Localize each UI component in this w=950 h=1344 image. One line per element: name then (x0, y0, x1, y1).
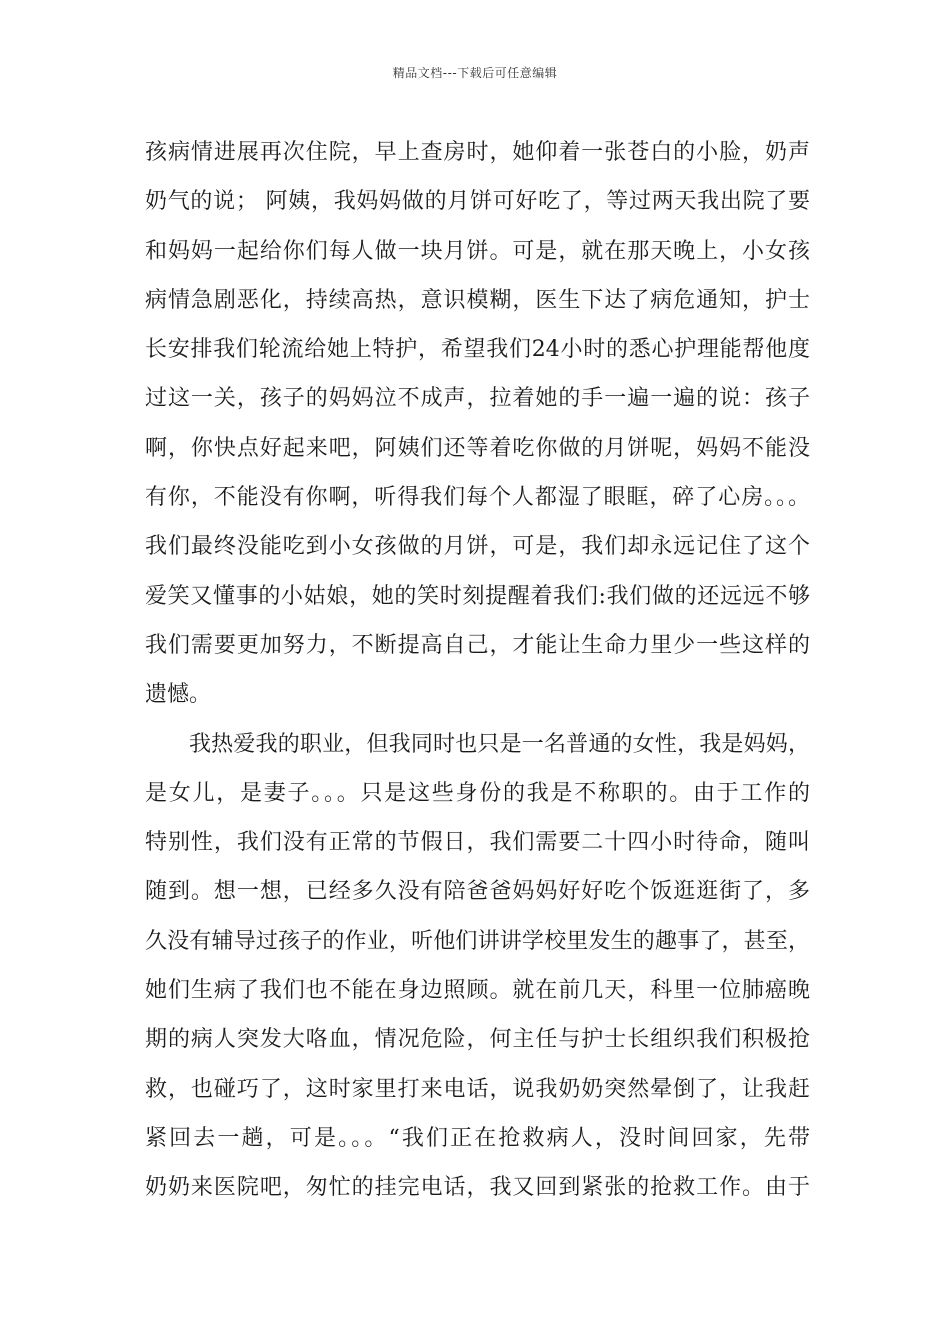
text-line: 我热爱我的职业，但我同时也只是一名普通的女性，我是妈妈， (189, 731, 810, 757)
text-line: 过这一关，孩子的妈妈泣不成声，拉着她的手一遍一遍的说：孩子 (145, 386, 810, 412)
text-line: 紧回去一趟，可是。。。“我们正在抢救病人，没时间回家，先带 (145, 1125, 810, 1151)
text-line: 久没有辅导过孩子的作业，听他们讲讲学校里发生的趣事了，甚至， (145, 928, 810, 954)
text-line: 我们最终没能吃到小女孩做的月饼，可是，我们却永远记住了这个 (145, 534, 810, 560)
text-line: 孩病情进展再次住院，早上查房时，她仰着一张苍白的小脸，奶声 (145, 140, 810, 165)
text-line: 遗憾。 (145, 682, 212, 708)
text-line: 随到。想一想，已经多久没有陪爸爸妈妈好好吃个饭逛逛街了，多 (145, 879, 810, 905)
text-line: 病情急剧恶化，持续高热，意识模糊，医生下达了病危通知，护士 (145, 287, 810, 313)
page-header: 精品文档---下载后可任意编辑 (392, 66, 558, 80)
text-line: 长安排我们轮流给她上特护，希望我们24小时的悉心护理能帮他度 (145, 337, 810, 363)
document-body (145, 128, 810, 1213)
text-line: 爱笑又懂事的小姑娘，她的笑时刻提醒着我们:我们做的还远远不够 (145, 583, 810, 609)
text-line: 奶奶来医院吧，匆忙的挂完电话，我又回到紧张的抢救工作。由于 (145, 1175, 810, 1201)
paragraph (145, 128, 810, 720)
text-line: 她们生病了我们也不能在身边照顾。就在前几天，科里一位肺癌晚 (145, 978, 810, 1004)
text-line: 和妈妈一起给你们每人做一块月饼。可是，就在那天晚上，小女孩 (145, 238, 810, 264)
text-line: 特别性，我们没有正常的节假日，我们需要二十四小时待命，随叫 (145, 830, 810, 856)
text-line: 是女儿，是妻子。。。只是这些身份的我是不称职的。由于工作的 (145, 780, 810, 806)
text-line: 有你，不能没有你啊，听得我们每个人都湿了眼眶，碎了心房。。。 (145, 485, 810, 511)
text-line: 啊，你快点好起来吧，阿姨们还等着吃你做的月饼呢，妈妈不能没 (145, 435, 810, 461)
text-line: 救，也碰巧了，这时家里打来电话，说我奶奶突然晕倒了，让我赶 (145, 1076, 810, 1102)
text-line: 我们需要更加努力，不断提高自己，才能让生命力里少一些这样的 (145, 632, 810, 658)
text-line: 期的病人突发大咯血，情况危险，何主任与护士长组织我们积极抢 (145, 1027, 810, 1053)
paragraph (145, 720, 810, 1213)
text-line: 奶气的说； 阿姨，我妈妈做的月饼可好吃了，等过两天我出院了要 (145, 189, 810, 215)
